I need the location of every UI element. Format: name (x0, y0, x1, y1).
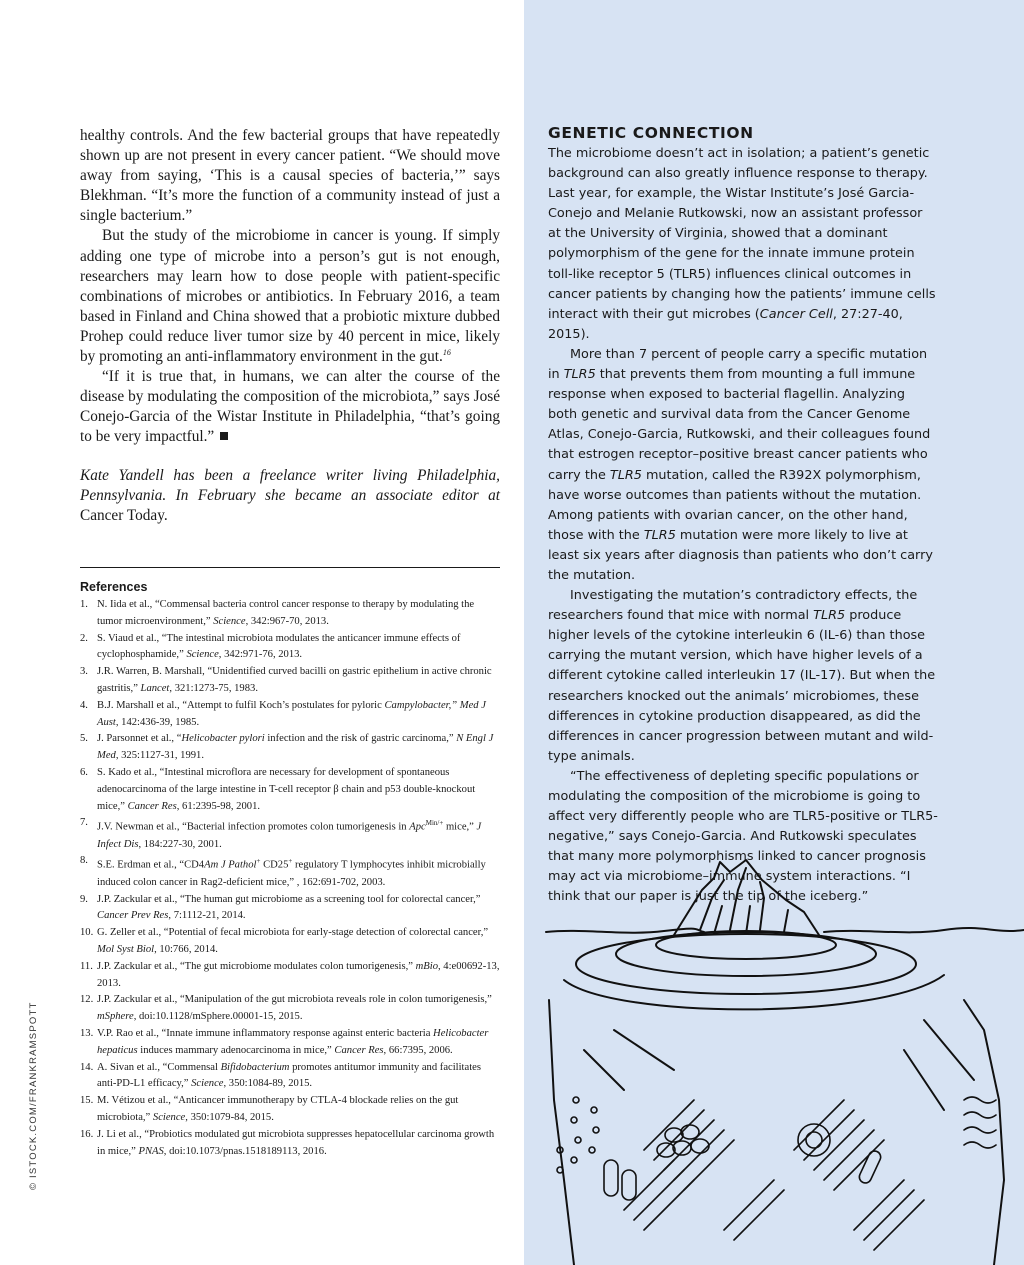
text-run: mutation, called the R392X polymorphism, have worse outcomes than patients without the mutation. Among patients with ovarian cancer, on the other hand, those with the (548, 467, 922, 543)
bio-italic: Kate Yandell has been a freelance writer living Philadelphia, Pennsylvania. In February she became an associate editor at (80, 466, 500, 504)
reference-number: 2. (80, 632, 88, 644)
reference-item (80, 892, 500, 926)
rod-bacteria (604, 1149, 883, 1200)
reference-text: J.P. Zackular et al., “The gut microbiome modulates colon tumorigenesis,” (97, 960, 416, 972)
reference-journal: Science (186, 649, 219, 661)
reference-journal: Cancer Res (334, 1044, 384, 1056)
gene-name: TLR5 (563, 367, 596, 383)
reference-text: , 4:e00692-13, 2013. (97, 960, 500, 989)
text-run: produce higher levels of the cytokine interleukin 6 (IL-6) than those carrying the mutant version, which have higher levels of a different cytokine called interleukin 17 (IL-17). But when the researchers knocked out the animals’ microbiomes, these differences in cytokine production disappeared, as did the differences in cancer progression between mutant and wild-type animals. (548, 608, 936, 764)
reference-journal: mSphere (97, 1011, 134, 1023)
reference-journal: Am J Pathol (204, 860, 257, 872)
reference-number: 8. (80, 855, 88, 867)
sidebar-paragraph: “The effectiveness of depleting specific populations or modulating the composition of the microbiome is going to affect very differently people who are TLR5-positive or TLR5-negative,” says Conejo-Garcia. And Rutkowski speculates that many more polymorphisms linked to cancer prognosis may act via microbiome–immune system interactions. “I think that our paper is just the tip of the iceberg.” (548, 768, 938, 905)
reference-journal: Helicobacter pylori (181, 733, 265, 745)
reference-item (80, 853, 500, 891)
photo-credit: © ISTOCK.COM/FRANKRAMSPOTT (28, 1001, 39, 1190)
gene-name: TLR5 (643, 527, 676, 543)
sidebar-text (548, 124, 938, 908)
bacteria-ring (798, 1124, 830, 1156)
reference-text: promotes antitumor immunity and facilitates anti-PD-L1 efficacy,” (97, 1061, 481, 1090)
reference-number: 1. (80, 599, 88, 610)
reference-text: , 7:1112-21, 2014. (168, 910, 246, 922)
reference-item (80, 765, 500, 815)
reference-text: J. Li et al., “Probiotics modulated gut microbiota suppresses hepatocellular carcinoma growth in mice,” (97, 1128, 495, 1157)
reference-text: A. Sivan et al., “Commensal (97, 1061, 221, 1073)
reference-text: mice,” (443, 821, 477, 833)
reference-text: , 162:691-702, 2003. (296, 876, 386, 888)
superscript: + (288, 857, 293, 866)
reference-text: J. Parsonnet et al., “ (97, 733, 182, 745)
reference-text: M. Vétizou et al., “Anticancer immunotherapy by CTLA-4 blockade relies on the gut microbiota,” (97, 1095, 459, 1123)
reference-number: 4. (80, 699, 88, 711)
reference-text: CD25 (260, 860, 289, 872)
references-list (80, 597, 500, 1160)
reference-text: , 321:1273-75, 1983. (169, 682, 258, 694)
reference-text: , 142:436-39, 1985. (115, 716, 200, 728)
reference-item (80, 925, 500, 959)
reference-text: , 342:967-70, 2013. (245, 615, 329, 627)
reference-item (80, 631, 500, 665)
reference-item (80, 731, 500, 765)
reference-item (80, 815, 500, 853)
reference-text: V.P. Rao et al., “Innate immune inflammatory response against enteric bacteria (97, 1027, 434, 1039)
reference-text: J.V. Newman et al., “Bacterial infection promotes colon tumorigenesis in (97, 821, 410, 833)
journal-name: Cancer Cell (759, 306, 833, 322)
reference-number: 14. (80, 1061, 94, 1073)
reference-journal: mBio (415, 960, 438, 972)
reference-journal: N Engl J Med (97, 733, 494, 762)
reference-text: regulatory T lymphocytes inhibit microbially induced colon cancer in Rag2-deficient mice,” (97, 860, 486, 888)
reference-text: , doi:10.1073/pnas.1518189113, 2016. (163, 1145, 327, 1157)
bio-roman: Cancer Today. (80, 506, 168, 524)
reference-journal: Science (191, 1078, 224, 1090)
reference-journal: Science (152, 1111, 186, 1123)
reference-item (80, 992, 500, 1026)
author-bio (80, 466, 500, 526)
reference-text: , 66:7395, 2006. (383, 1044, 453, 1056)
reference-item (80, 698, 500, 732)
reference-journal: Lancet (140, 682, 170, 694)
reference-text: J.P. Zackular et al., “Manipulation of the gut microbiota reveals role in colon tumorigenesis,” (97, 994, 492, 1006)
reference-item (80, 1060, 500, 1094)
reference-journal: Science (213, 615, 246, 627)
reference-journal: PNAS (138, 1145, 164, 1157)
superscript: Min/+ (425, 819, 444, 828)
reference-text: , 342:971-76, 2013. (218, 649, 303, 661)
reference-number: 15. (80, 1095, 94, 1107)
sidebar-heading: GENETIC CONNECTION (548, 124, 754, 142)
reference-number: 3. (80, 666, 88, 678)
reference-number: 10. (80, 927, 94, 939)
reference-text: S. Kado et al., “Intestinal microflora are necessary for development of spontaneous adenocarcinoma of the large intestine in T-cell receptor β chain and p53 double-knockout mice,” (97, 766, 476, 812)
article-paragraph: healthy controls. And the few bacterial groups that have repeatedly shown up are not present in every cancer patient. “We should move away from saying, ‘This is a causal species of bacteria,’” says Blekhman. “It’s more the function of a community instead of just a single bacterium.” (80, 127, 500, 225)
reference-number: 12. (80, 994, 94, 1006)
gene-name: TLR5 (609, 467, 642, 483)
reference-number: 13. (80, 1027, 94, 1039)
text-run: mutation were more likely to live at least six years after diagnosis than patients who don’t carry the mutation. (548, 527, 933, 583)
reference-number: 5. (80, 733, 88, 745)
reference-text: N. Iida et al., “Commensal bacteria control cancer response to therapy by modulating the tumor microenvironment,” (97, 599, 475, 627)
water-line (546, 929, 704, 933)
footnote-ref: 16 (442, 347, 451, 357)
iceberg-body (549, 1000, 1004, 1265)
reference-text: , 184:227-30, 2001. (138, 838, 222, 850)
reference-item (80, 1093, 500, 1127)
reference-text: , 350:1084-89, 2015. (223, 1078, 313, 1090)
water-line (824, 928, 1024, 932)
paragraph-text: But the study of the microbiome in cancer is young. If simply adding one type of microbe into a person’s gut is not enough, researchers may learn how to dose people with patient-specific combinations of microbes or antibiotics. In February 2016, a team based in Finland and China showed that a probiotic mixture dubbed Prohep could reduce liver tumor size by 40 percent in mice, likely by promoting an anti-inflammatory environment in the gut. (80, 227, 500, 366)
end-mark-icon (220, 432, 228, 440)
text-run: Investigating the mutation’s contradictory effects, the researchers found that mice with normal (548, 588, 918, 624)
reference-journal: Helicobacter hepaticus (97, 1027, 489, 1056)
reference-journal: Cancer Res (127, 800, 177, 812)
reference-text: , doi:10.1128/mSphere.00001-15, 2015. (133, 1011, 303, 1023)
superscript: + (256, 857, 261, 866)
reference-number: 11. (80, 960, 93, 972)
reference-journal: Apc (409, 821, 426, 833)
sidebar-paragraph (548, 345, 938, 586)
sidebar-paragraph (548, 144, 938, 345)
reference-item (80, 1026, 500, 1060)
article-body (80, 126, 500, 526)
gene-name: TLR5 (813, 608, 846, 624)
reference-journal: Mol Syst Biol (97, 944, 155, 955)
reference-journal: Bifidobacterium (220, 1061, 290, 1073)
reference-text: S.E. Erdman et al., “CD4 (97, 860, 205, 872)
references-section (80, 580, 500, 1160)
text-run: More than 7 percent of people carry a specific mutation in (548, 346, 928, 383)
reference-journal: Cancer Prev Res (97, 910, 169, 922)
reference-text: B.J. Marshall et al., “Attempt to fulfil Koch’s postulates for pyloric (97, 699, 385, 711)
sidebar-paragraph (548, 586, 938, 767)
reference-text: , 350:1079-84, 2015. (185, 1111, 274, 1123)
reference-item (80, 664, 500, 698)
iceberg-illustration (524, 850, 1024, 1265)
reference-item (80, 597, 500, 631)
reference-number: 16. (80, 1128, 94, 1140)
reference-text: , 325:1127-31, 1991. (115, 750, 205, 762)
reference-number: 7. (80, 817, 88, 829)
text-run: , 27:27-40, 2015). (548, 306, 903, 342)
wave-marks (964, 1097, 996, 1148)
reference-number: 6. (80, 766, 88, 778)
divider (80, 567, 500, 568)
reference-text: G. Zeller et al., “Potential of fecal microbiota for early-stage detection of colorectal cancer,” (97, 927, 489, 939)
references-heading: References (80, 580, 148, 594)
reference-text: induces mammary adenocarcinoma in mice,” (137, 1044, 335, 1056)
reference-item (80, 959, 500, 993)
text-run: The microbiome doesn’t act in isolation; a patient’s genetic background can also greatly influence response to therapy. Last year, for example, the Wistar Institute’s José Garcia-Conejo and Melanie Rutkowski, now an assistant professor at the University of Virginia, showed that a dominant polymorphism of the gene for the innate immune protein toll-like receptor 5 (TLR5) influences clinical outcomes in cancer patients by changing how the patients’ immune cells interact with their gut microbes ( (548, 146, 936, 322)
reference-text: , 61:2395-98, 2001. (176, 800, 261, 812)
reference-text: infection and the risk of gastric carcinoma,” (264, 733, 457, 745)
text-run: that prevents them from mounting a full immune response when exposed to bacterial flagellin. Analyzing both genetic and survival data from the Cancer Genome Atlas, Conejo-Garcia, Rutkowski, and their colleagues found that estrogen receptor–positive breast cancer patients who carry the (548, 367, 931, 483)
reference-text: S. Viaud et al., “The intestinal microbiota modulates the anticancer immune effects of cyclophosphamide,” (97, 632, 461, 661)
reference-text: J.P. Zackular et al., “The human gut microbiome as a screening tool for colorectal cancer,” (97, 893, 481, 905)
article-paragraph (80, 367, 500, 447)
reference-journal: Campylobacter,” Med J Aust (97, 699, 486, 728)
reference-number: 9. (80, 893, 88, 905)
reference-journal: J Infect Dis (97, 821, 482, 850)
paragraph-text: “If it is true that, in humans, we can alter the course of the disease by modulating the composition of the microbiota,” says José Conejo-Garcia of the Wistar Institute in Philadelphia, “that’s going to be very impactful.” (80, 368, 500, 446)
reference-text: J.R. Warren, B. Marshall, “Unidentified curved bacilli on gastric epithelium in active chronic gastritis,” (97, 666, 492, 694)
bubbles (557, 1097, 599, 1173)
article-paragraph (80, 226, 500, 367)
reference-item (80, 1127, 500, 1161)
sidebar-panel (524, 0, 1024, 1265)
reference-text: , 10:766, 2014. (154, 944, 218, 955)
